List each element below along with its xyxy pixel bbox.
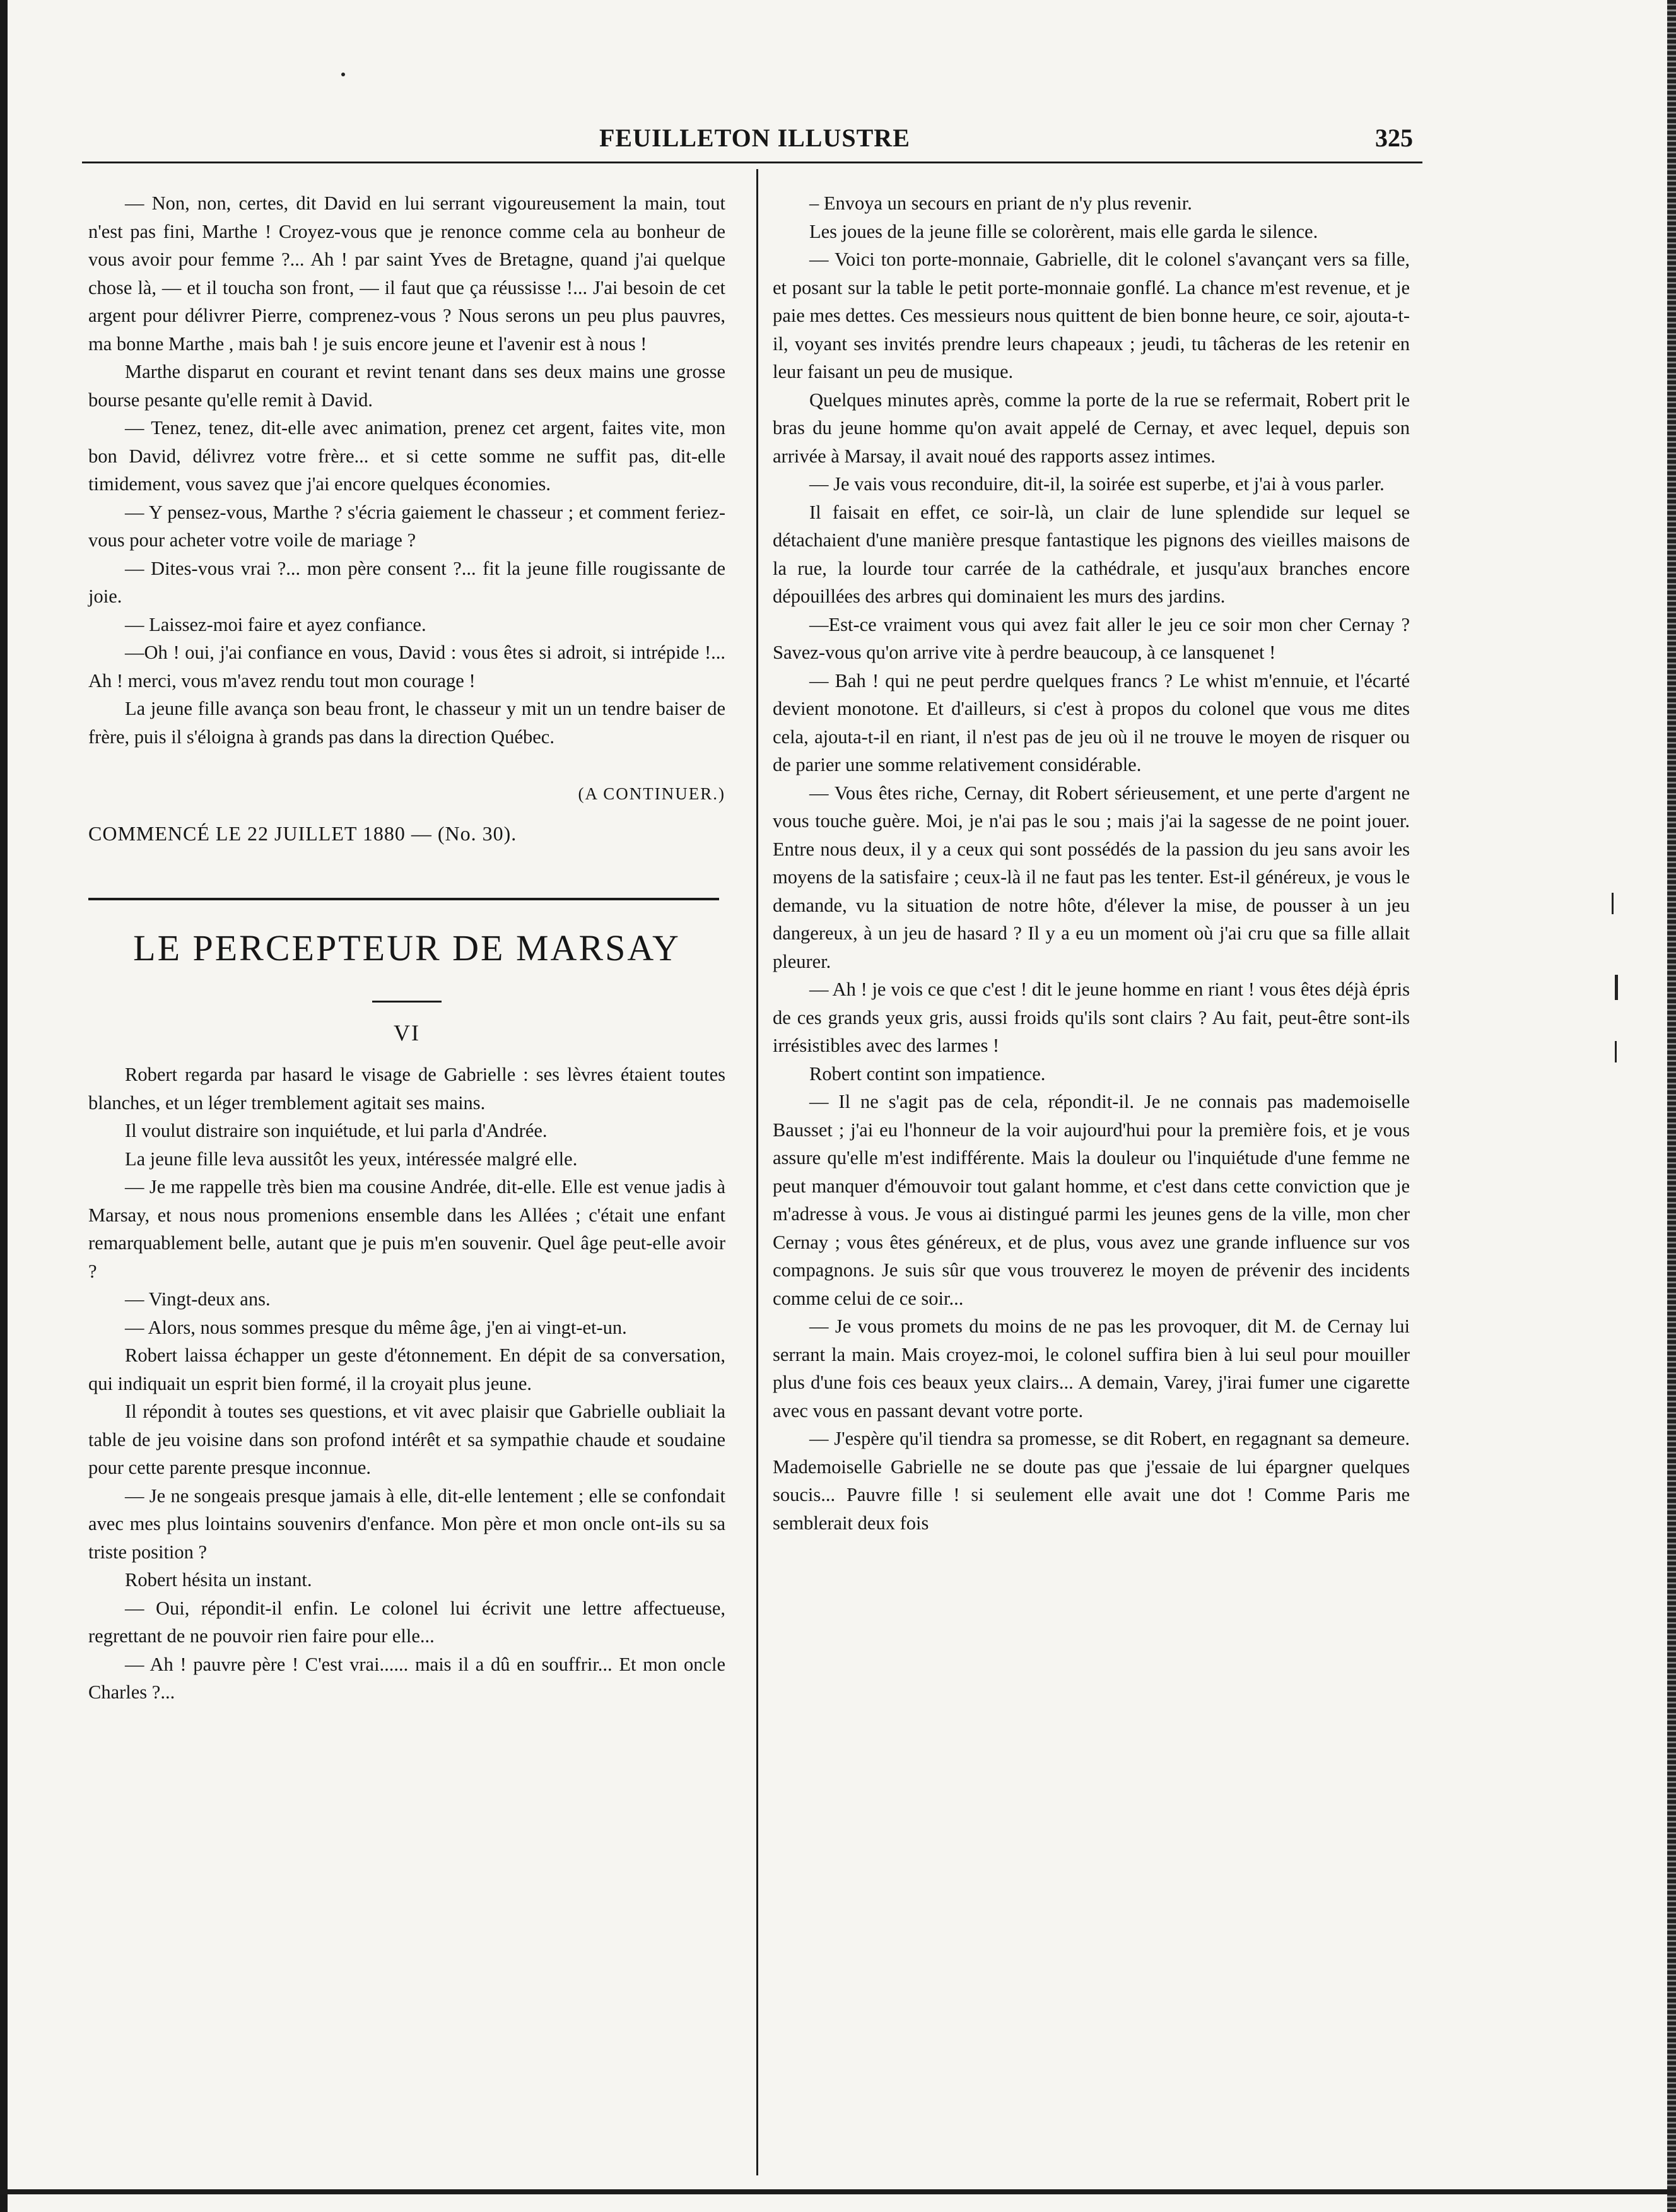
paragraph: Robert laissa échapper un geste d'étonnement. En dépit de sa conversation, qui indiquait un esprit bien formé, il la croyait plus jeune. bbox=[88, 1344, 725, 1394]
page-scan-edge-left bbox=[0, 0, 8, 2212]
paragraph: — Tenez, tenez, dit-elle avec animation, prenez cet argent, faites vite, mon bon David, délivrez votre frère... et si cette somme ne suffit pas, dit-elle timidement, vous savez que j'ai encore quelques économies. bbox=[88, 417, 725, 495]
paragraph: Marthe disparut en courant et revint tenant dans ses deux mains une grosse bourse pesante qu'elle remit à David. bbox=[88, 361, 725, 411]
paragraph: Il répondit à toutes ses questions, et vit avec plaisir que Gabrielle oubliait la table de jeu voisine dans son profond intérêt et sa sympathie chaude et soudaine pour cette parente presque inconnue. bbox=[88, 1401, 725, 1478]
paragraph: — Voici ton porte-monnaie, Gabrielle, dit le colonel s'avançant vers sa fille, et posant sur la table le petit porte-monnaie gonflé. La chance m'est revenue, et je paie mes dettes. Ces messieurs nous quittent de bien bonne heure, ce soir, ajouta-t-il, voyant ses invités prendre leurs chapeaux ; jeudi, tu tâcheras de les retenir en leur faisant un peu de musique. bbox=[773, 249, 1410, 382]
paragraph: — Je ne songeais presque jamais à elle, dit-elle lentement ; elle se confondait avec mes plus lointains souvenirs d'enfance. Mon père et mon oncle ont-ils su sa triste position ? bbox=[88, 1485, 725, 1563]
paragraph: — Ah ! je vois ce que c'est ! dit le jeune homme en riant ! vous êtes déjà épris de ces grands yeux gris, aussi froids qu'ils sont clairs ? Au fait, peut-être sont-ils irrésistibles avec des larmes ! bbox=[773, 979, 1410, 1056]
paragraph: – Envoya un secours en priant de n'y plus revenir. bbox=[809, 192, 1192, 214]
paragraph: Les joues de la jeune fille se colorèrent, mais elle garda le silence. bbox=[809, 220, 1318, 242]
paragraph: — J'espère qu'il tiendra sa promesse, se dit Robert, en regagnant sa demeure. Mademoiselle Gabrielle ne se doute pas que j'essaie de lui épargner quelques soucis... Pauvre fille ! si seulement elle avait une dot ! Comme Paris me semblerait deux fois bbox=[773, 1428, 1410, 1534]
scan-speck bbox=[1615, 975, 1618, 1000]
scan-speck bbox=[341, 73, 345, 76]
page-scan-edge-bottom bbox=[0, 2189, 1676, 2194]
scan-speck bbox=[1612, 893, 1614, 914]
paragraph: — Bah ! qui ne peut perdre quelques francs ? Le whist m'ennuie, et l'écarté devient monotone. Et d'ailleurs, si c'est à propos du colonel que vous me dites cela, ajouta-t-il en riant, il n'est pas de jeu où il ne trouve le moyen de risquer ou de parier une somme relativement considérable. bbox=[773, 669, 1410, 775]
left-column bbox=[88, 189, 725, 1707]
paragraph: — Je vous promets du moins de ne pas les provoquer, dit M. de Cernay lui serrant la main. Mais croyez-moi, le colonel suffira bien à lui seul pour mouiller plus d'une fois ces beaux yeux clairs... A demain, Varey, j'irai fumer une cigarette avec vous en passant devant votre porte. bbox=[773, 1315, 1410, 1421]
story-title: LE PERCEPTEUR DE MARSAY bbox=[133, 927, 681, 968]
paragraph: — Y pensez-vous, Marthe ? s'écria gaiement le chasseur ; et comment feriez-vous pour acheter votre voile de mariage ? bbox=[88, 501, 725, 551]
header-rule bbox=[82, 162, 1422, 163]
right-column bbox=[773, 189, 1410, 1537]
paragraph: — Il ne s'agit pas de cela, répondit-il. Je ne connais pas mademoiselle Bausset ; j'ai eu l'honneur de la voir aujourd'hui pour la première fois, et je vous assure qu'elle m'est indifférente. Mais la douleur ou l'inquiétude d'une femme ne peut manquer d'émouvoir tout galant homme, et c'est dans cette conviction que je m'adresse à vous. Je vous ai distingué parmi les jeunes gens de la ville, mon cher Cernay ; vous êtes généreux, et de plus, vous avez une grande influence sur vos compagnons. Je suis sûr que vous trouverez le moyen de prévenir des incidents comme celui de ce soir... bbox=[773, 1091, 1410, 1309]
paragraph: Il faisait en effet, ce soir-là, un clair de lune splendide sur lequel se détachaient d'une manière presque fantastique les pignons des vieilles maisons de la rue, la lourde tour carrée de la cathédrale, et jusqu'aux branches encore dépouillées des arbres qui dominaient les murs des jardins. bbox=[773, 501, 1410, 607]
paragraph: Robert contint son impatience. bbox=[809, 1062, 1046, 1085]
paragraph: — Non, non, certes, dit David en lui serrant vigoureusement la main, tout n'est pas fini, Marthe ! Croyez-vous que je renonce comme cela au bonheur de vous avoir pour femme ?... Ah ! par saint Yves de Bretagne, quand j'ai quelque chose là, — et il toucha son front, — il faut que ça réussisse !... J'ai besoin de cet argent pour délivrer Pierre, comprenez-vous ? Nous serons un peu plus pauvres, ma bonne Marthe , mais bah ! je suis encore jeune et l'avenir est à nous ! bbox=[88, 192, 725, 355]
paragraph: — Je me rappelle très bien ma cousine Andrée, dit-elle. Elle est venue jadis à Marsay, et nous nous promenions ensemble dans les Allées ; c'était une enfant remarquablement belle, autant que je puis m'en souvenir. Quel âge peut-elle avoir ? bbox=[88, 1176, 725, 1282]
paragraph: Il voulut distraire son inquiétude, et lui parla d'Andrée. bbox=[125, 1120, 548, 1141]
paragraph: — Vous êtes riche, Cernay, dit Robert sérieusement, et une perte d'argent ne vous touche guère. Moi, je n'ai pas le sou ; mais j'ai la sagesse de ne point jouer. Entre nous deux, il y a ceux qui sont possédés de la passion du jeu sans avoir les moyens de la satisfaire ; ceux-là il ne faut pas les tenter. Est-il généreux, je vous le demande, vu la situation de notre hôte, d'élever la mise, de pousser à un jeu dangereux, à un jeu de hasard ? Il y a eu un moment où j'ai cru que sa fille allait pleurer. bbox=[773, 782, 1410, 972]
paragraph: — Vingt-deux ans. bbox=[125, 1288, 271, 1310]
paragraph: — Dites-vous vrai ?... mon père consent ?... fit la jeune fille rougissante de joie. bbox=[88, 557, 725, 607]
title-rule bbox=[372, 1001, 442, 1003]
paragraph: Quelques minutes après, comme la porte de la rue se refermait, Robert prit le bras du jeune homme qu'on avait appelé de Cernay, et avec lequel, depuis son arrivée à Marsay, il avait noué des rapports assez intimes. bbox=[773, 389, 1410, 467]
paragraph: — Alors, nous sommes presque du même âge, j'en ai vingt-et-un. bbox=[125, 1316, 627, 1338]
paragraph: Robert hésita un instant. bbox=[125, 1569, 312, 1591]
paragraph: La jeune fille avança son beau front, le chasseur y mit un un tendre baiser de frère, puis il s'éloigna à grands pas dans la direction Québec. bbox=[88, 698, 725, 748]
chapter-number: VI bbox=[394, 1020, 420, 1045]
paragraph: — Je vais vous reconduire, dit-il, la soirée est superbe, et j'ai à vous parler. bbox=[809, 473, 1385, 495]
paragraph: — Ah ! pauvre père ! C'est vrai...... mais il a dû en souffrir... Et mon oncle Charles ?... bbox=[88, 1653, 725, 1703]
section-separator bbox=[88, 898, 719, 900]
paragraph: La jeune fille leva aussitôt les yeux, intéressée malgré elle. bbox=[125, 1148, 578, 1170]
page-number: 325 bbox=[1375, 124, 1413, 152]
running-title: FEUILLETON ILLUSTRE bbox=[599, 124, 910, 152]
paragraph: —Oh ! oui, j'ai confiance en vous, David : vous êtes si adroit, si intrépide !... Ah ! merci, vous m'avez rendu tout mon courage ! bbox=[88, 642, 725, 691]
to-be-continued-note: (A CONTINUER.) bbox=[578, 784, 725, 803]
serial-start-note: COMMENCÉ LE 22 JUILLET 1880 — (No. 30). bbox=[88, 821, 517, 845]
paragraph: — Oui, répondit-il enfin. Le colonel lui écrivit une lettre affectueuse, regrettant de ne pouvoir rien faire pour elle... bbox=[88, 1597, 725, 1647]
paragraph: Robert regarda par hasard le visage de Gabrielle : ses lèvres étaient toutes blanches, et un léger tremblement agitait ses mains. bbox=[88, 1064, 725, 1114]
page-scan-edge-right bbox=[1667, 0, 1676, 2212]
column-divider bbox=[756, 169, 758, 2175]
paragraph: — Laissez-moi faire et ayez confiance. bbox=[125, 613, 426, 635]
paragraph: —Est-ce vraiment vous qui avez fait aller le jeu ce soir mon cher Cernay ? Savez-vous qu'on arrive vite à perdre beaucoup, à ce lansquenet ! bbox=[773, 613, 1410, 663]
scan-speck bbox=[1615, 1041, 1617, 1062]
page-header bbox=[76, 123, 1426, 155]
